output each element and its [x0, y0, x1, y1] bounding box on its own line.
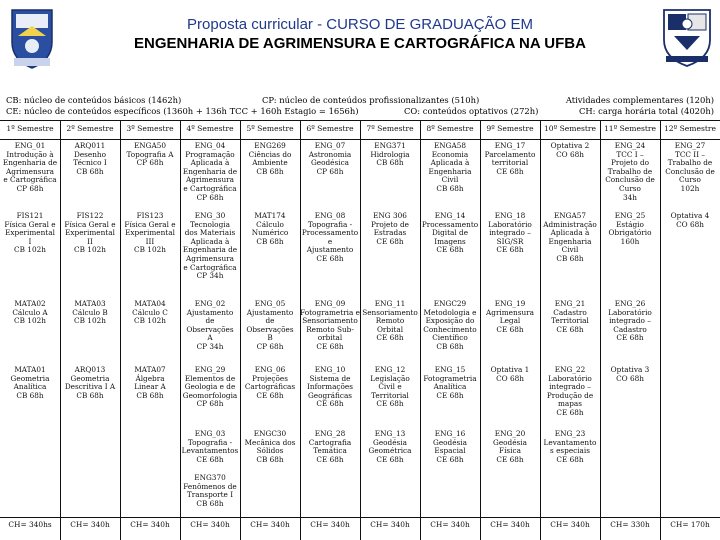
semester-header: 1º Semestre	[0, 120, 60, 140]
legend-block	[6, 95, 714, 117]
semester-header: 9º Semestre	[480, 120, 540, 140]
course-cell: ENG269 Ciências do Ambiente CB 68h	[248, 141, 292, 176]
university-shield-logo	[8, 6, 56, 70]
course-cell: MATA07 Álgebra Linear A CB 68h	[134, 365, 166, 400]
course-cell: ENG_07 Astronomia Geodésica CP 68h	[308, 141, 352, 176]
title-line-1: Proposta curricular - CURSO DE GRADUAÇÃO EM	[187, 16, 533, 33]
course-cell: ENG_08 Topografia - Processamento e Ajustamento CE 68h	[301, 211, 359, 263]
course-cell: ENG_04 Programação Aplicada à Engenharia de Agrimensura e Cartográfica CP 68h	[182, 141, 238, 202]
course-cell: ENG_14 Processamento Digital de Imagens CE 68h	[421, 211, 479, 255]
course-cell: ENG_21 Cadastro Territorial CE 68h	[551, 299, 589, 334]
course-cell: ENGA57 Administração Aplicada à Engenharia Civil CB 68h	[543, 211, 597, 263]
course-cell: ENG_30 Tecnologia dos Materiais Aplicada à Engenharia de Agrimensura e Cartográfica CP 34h	[182, 211, 238, 281]
semester-total: CH= 340h	[370, 520, 410, 529]
course-cell: ENG_16 Geodésia Espacial CE 68h	[433, 429, 467, 464]
legend-cb: CB: núcleo de conteúdos básicos (1462h)	[6, 95, 182, 105]
course-cell: Optativa 2 CO 68h	[550, 141, 590, 159]
course-cell: ENG_03 Topografia - Levantamentos CE 68h	[181, 429, 239, 464]
course-cell: MATA04 Cálculo C CB 102h	[132, 299, 168, 326]
page-title	[0, 16, 720, 54]
semester-column	[480, 120, 540, 540]
course-cell: MATA03 Cálculo B CB 102h	[72, 299, 108, 326]
semester-header: 8º Semestre	[420, 120, 480, 140]
course-cell: ENG_17 Parcelamento territorial CE 68h	[484, 141, 536, 176]
course-cell: ENG_19 Agrimensura Legal CE 68h	[486, 299, 534, 334]
course-cell: ENG_10 Sistema de Informações Geográficas CE 68h	[307, 365, 353, 409]
course-cell: ENG_11 Sensoriamento Remoto Orbital CE 68h	[362, 299, 418, 343]
course-cell: ENG_15 Fotogrametria Analítica CE 68h	[423, 365, 477, 400]
semester-total: CH= 340h	[70, 520, 110, 529]
course-cell: FIS123 Física Geral e Experimental III CB 102h	[124, 211, 176, 255]
course-cell: ENG_27 TCC II – Trabalho de Conclusão de Curso 102h	[665, 141, 715, 193]
semester-column	[360, 120, 420, 540]
semester-total: CH= 340h	[250, 520, 290, 529]
footer-divider	[0, 517, 720, 518]
column-divider	[540, 120, 541, 540]
legend-ac: Atividades complementares (120h)	[565, 95, 714, 105]
column-divider	[120, 120, 121, 540]
course-cell: MATA01 Geometria Analítica CB 68h	[10, 365, 50, 400]
column-divider	[360, 120, 361, 540]
column-divider	[300, 120, 301, 540]
course-cell: ENG370 Fenômenos de Transporte I CB 68h	[183, 473, 237, 508]
course-emblem-logo	[660, 6, 714, 68]
course-cell: ENGC29 Metodologia e Exposição do Conhecimento Científico CB 68h	[423, 299, 477, 351]
legend-ce: CE: núcleo de conteúdos específicos (1360h + 136h TCC + 160h Estagio = 1656h)	[6, 106, 359, 116]
semester-column	[240, 120, 300, 540]
course-cell: ENG_20 Geodésia Física CE 68h	[493, 429, 527, 464]
semester-total: CH= 340h	[550, 520, 590, 529]
semester-header: 4º Semestre	[180, 120, 240, 140]
semester-total: CH= 340hs	[8, 520, 52, 529]
semester-total: CH= 340h	[190, 520, 230, 529]
semester-header: 10º Semestre	[540, 120, 600, 140]
course-cell: ARQ011 Desenho Técnico I CB 68h	[73, 141, 107, 176]
column-divider	[240, 120, 241, 540]
semester-column	[600, 120, 660, 540]
title-line-2: ENGENHARIA DE AGRIMENSURA E CARTOGRÁFICA NA UFBA	[134, 35, 586, 52]
semester-column	[540, 120, 600, 540]
semester-column	[120, 120, 180, 540]
semester-column	[660, 120, 720, 540]
semester-column	[180, 120, 240, 540]
course-cell: ENGA58 Economia Aplicada à Engenharia Civil CB 68h	[428, 141, 472, 193]
course-cell: MAT174 Cálculo Numérico CB 68h	[251, 211, 289, 246]
semester-header: 7º Semestre	[360, 120, 420, 140]
semester-total: CH= 340h	[130, 520, 170, 529]
legend-ch: CH: carga horária total (4020h)	[578, 106, 714, 116]
legend-co: CO: conteúdos optativos (272h)	[404, 106, 539, 116]
semester-header: 2º Semestre	[60, 120, 120, 140]
course-cell: ARQ013 Geometria Descritiva I A CB 68h	[64, 365, 116, 400]
curriculum-grid	[0, 120, 720, 540]
course-cell: ENG_13 Geodésia Geométrica CE 68h	[368, 429, 412, 464]
semester-total: CH= 340h	[310, 520, 350, 529]
course-cell: ENGA50 Topografia A CP 68h	[126, 141, 174, 168]
semester-column	[0, 120, 60, 540]
column-divider	[180, 120, 181, 540]
column-divider	[420, 120, 421, 540]
semester-column	[420, 120, 480, 540]
course-cell: Optativa 1 CO 68h	[490, 365, 530, 383]
semester-total: CH= 340h	[490, 520, 530, 529]
course-cell: Optativa 3 CO 68h	[610, 365, 650, 383]
course-cell: ENG371 Hidrologia CB 68h	[370, 141, 410, 168]
course-cell: MATA02 Cálculo A CB 102h	[12, 299, 48, 326]
course-cell: ENG_01 Introdução à Engenharia de Agrimensura e Cartográfica CP 68h	[2, 141, 58, 193]
course-cell: FIS121 Física Geral e Experimental I CB 102h	[4, 211, 56, 255]
semester-total: CH= 330h	[610, 520, 650, 529]
column-divider	[60, 120, 61, 540]
course-cell: ENG_18 Laboratório integrado – SIG/SR CE 68h	[488, 211, 532, 255]
course-cell: ENGC30 Mecânica dos Sólidos CB 68h	[244, 429, 296, 464]
semester-header: 11º Semestre	[600, 120, 660, 140]
course-cell: ENG_24 TCC I – Projeto do Trabalho de Conclusão de Curso 34h	[605, 141, 655, 202]
course-cell: FIS122 Física Geral e Experimental II CB 102h	[64, 211, 116, 255]
semester-total: CH= 340h	[430, 520, 470, 529]
column-divider	[600, 120, 601, 540]
course-cell: ENG_06 Projeções Cartográficas CE 68h	[244, 365, 296, 400]
course-cell: Optativa 4 CO 68h	[670, 211, 710, 229]
course-cell: ENG_22 Laboratório integrado – Produção de mapas CE 68h	[546, 365, 594, 417]
course-cell: ENG_29 Elementos de Geologia e de Geomorfologia CP 68h	[182, 365, 238, 409]
column-divider	[480, 120, 481, 540]
semester-header: 3º Semestre	[120, 120, 180, 140]
course-cell: ENG_05 Ajustamento de Observações B CP 68h	[246, 299, 294, 351]
course-cell: ENG_12 Legislação Civil e Territorial CE 68h	[370, 365, 410, 409]
course-cell: ENG_09 Fotogrametria e Sensoriamento Remoto Sub- orbital CE 68h	[300, 299, 360, 351]
semester-column	[60, 120, 120, 540]
semester-column	[300, 120, 360, 540]
legend-cp: CP: núcleo de conteúdos profissionalizantes (510h)	[262, 95, 480, 105]
semester-header: 5º Semestre	[240, 120, 300, 140]
course-cell: ENG_26 Laboratório integrado – Cadastro CE 68h	[608, 299, 652, 343]
column-divider	[660, 120, 661, 540]
semester-total: CH= 170h	[670, 520, 710, 529]
course-cell: ENG_23 Levantamento s especiais CE 68h	[543, 429, 597, 464]
course-cell: ENG 306 Projeto de Estradas CE 68h	[370, 211, 409, 246]
course-cell: ENG_28 Cartografia Temática CE 68h	[308, 429, 352, 464]
semester-header: 12º Semestre	[660, 120, 720, 140]
course-cell: ENG_25 Estágio Obrigatório 160h	[608, 211, 652, 246]
course-cell: ENG_02 Ajustamento de Observações A CP 34h	[186, 299, 234, 351]
semester-header: 6º Semestre	[300, 120, 360, 140]
